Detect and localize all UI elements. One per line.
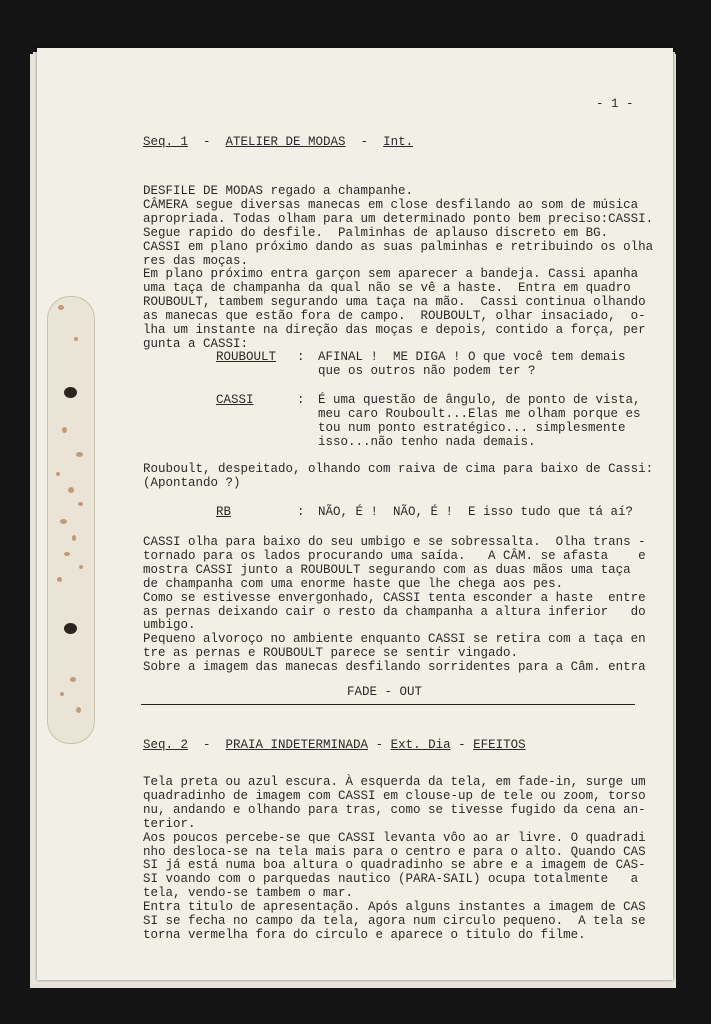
paragraph-4 — [143, 776, 646, 943]
dialog1-lines — [318, 351, 626, 379]
dialog2-lines — [318, 394, 641, 450]
para1-line: res das moças. — [143, 253, 249, 268]
dialog1-colon: : — [297, 350, 305, 364]
dialog2-speaker: CASSI — [216, 393, 254, 407]
para4-line: SI já está numa boa altura o quadradinho se abre e a imagem de CAS- — [143, 858, 646, 873]
para4-line: Aos poucos percebe-se que CASSI levanta vôo ao ar livre. O quadradi — [143, 830, 646, 845]
dialog1-line: AFINAL ! ME DIGA ! O que você tem demais — [318, 350, 626, 364]
fade-out-label: FADE - OUT — [347, 685, 423, 699]
para3-line: CASSI olha para baixo do seu umbigo e se sobressalta. Olha trans - — [143, 535, 646, 549]
dialog2-line: É uma questão de ângulo, de ponto de vista, — [318, 393, 641, 407]
seq2-title: PRAIA INDETERMINADA — [225, 738, 369, 752]
para1-line: as manecas que estão fora de campo. ROUBOULT, olhar insaciado, o- — [143, 309, 646, 324]
dialog2-line: meu caro Rouboult...Elas me olham porque es — [318, 406, 641, 421]
binding-hole-top — [64, 387, 77, 398]
para4-line: quadradinho de imagem com CASSI em clouse-up de tele ou zoom, torso — [143, 788, 646, 803]
seq1-number: Seq. 1 — [143, 135, 189, 149]
dialog2-line: tou num ponto estratégico... simplesmente — [318, 420, 626, 435]
para4-line: terior. — [143, 816, 196, 831]
paragraph-1 — [143, 185, 653, 352]
paragraph-3 — [143, 536, 646, 675]
dialog3-speaker: RB — [216, 505, 232, 519]
para1-line: Em plano próximo entra garçon sem aparecer a bandeja. Cassi apanha — [143, 267, 639, 282]
para3-line: mostra CASSI junto a ROUBOULT segurando com as duas mãos uma taça — [143, 562, 631, 577]
para3-line: tornado para os lados procurando uma saída. A CÂM. se afasta e — [143, 548, 646, 563]
seq2-type: Ext. Dia — [390, 738, 451, 752]
para4-line: SI se fecha no campo da tela, agora num circulo pequeno. A tela se — [143, 914, 646, 929]
dialog2-line: isso...não tenho nada demais. — [318, 434, 536, 449]
para3-line: Pequeno alvoroço no ambiente enquanto CASSI se retira com a taça en — [143, 632, 646, 647]
seq2-heading: Seq. 2 - PRAIA INDETERMINADA - Ext. Dia - EFEITOS — [143, 738, 526, 752]
para3-line: Sobre a imagem das manecas desfilando sorridentes para a Câm. entra — [143, 660, 646, 675]
para2-line: Rouboult, despeitado, olhando com raiva de cima para baixo de Cassi: — [143, 462, 654, 476]
seq2-number: Seq. 2 — [143, 738, 189, 752]
para4-line: Tela preta ou azul escura. À esquerda da tela, em fade-in, surge um — [143, 775, 646, 789]
para1-line: ROUBOULT, tambem segurando uma taça na mão. Cassi continua olhando — [143, 295, 646, 310]
para1-line: uma taça de champanha da qual não se vê a haste. Entra em quadro — [143, 281, 631, 296]
para3-line: Como se estivesse envergonhado, CASSI tenta esconder a haste entre — [143, 590, 646, 605]
dialog2-colon: : — [297, 393, 305, 407]
para4-line: nu, andando e olhando para tras, como se tivesse fugido da cena an- — [143, 802, 646, 817]
seq1-type: Int. — [383, 135, 414, 149]
binding-strip — [47, 296, 95, 744]
dialog3-line: NÃO, É ! NÃO, É ! E isso tudo que tá aí? — [318, 505, 634, 519]
para1-line: apropriada. Todas olham para um determinado ponto bem preciso:CASSI. — [143, 211, 654, 226]
para4-line: Entra titulo de apresentação. Após alguns instantes a imagem de CAS — [143, 900, 646, 915]
page-number: - 1 - — [596, 97, 634, 111]
seq1-heading: Seq. 1 - ATELIER DE MODAS - Int. — [143, 135, 414, 149]
para2-line: (Apontando ?) — [143, 475, 241, 490]
para4-line: SI voando com o parquedas nautico (PARA-SAIL) ocupa totalmente a — [143, 872, 639, 887]
dialog1-line: que os outros não podem ter ? — [318, 363, 536, 378]
para3-line: de champanha com uma enorme haste que lhe chega aos pes. — [143, 576, 564, 591]
para1-line: Segue rapido do desfile. Palminhas de aplauso discreto em BG. — [143, 225, 609, 240]
para4-line: nho desloca-se na tela mais para o centro e para o alto. Quando CAS — [143, 844, 646, 859]
dialog3-colon: : — [297, 505, 305, 519]
para3-line: umbigo. — [143, 618, 196, 633]
para1-line: DESFILE DE MODAS regado a champanhe. — [143, 184, 414, 198]
seq2-effects: EFEITOS — [473, 738, 526, 752]
binding-hole-bottom — [64, 623, 77, 634]
para1-line: lha um instante na direção das moças e depois, contido a força, per — [143, 323, 646, 338]
para4-line: tela, vendo-se tambem o mar. — [143, 886, 354, 901]
divider-rule — [141, 704, 635, 705]
seq1-title: ATELIER DE MODAS — [225, 135, 346, 149]
para3-line: tre as pernas e ROUBOULT parece se sentir vingado. — [143, 646, 519, 661]
para3-line: as pernas deixando cair o resto da champanha a altura inferior do — [143, 604, 646, 619]
para1-line: CASSI em plano próximo dando as suas palminhas e retribuindo os olha — [143, 239, 654, 254]
para1-line: gunta a CASSI: — [143, 336, 249, 351]
dialog3-lines — [318, 506, 633, 520]
para1-line: CÂMERA segue diversas manecas em close desfilando ao som de música — [143, 197, 639, 212]
paragraph-2 — [143, 463, 653, 491]
dialog1-speaker: ROUBOULT — [216, 350, 277, 364]
para4-line: torna vermelha fora do circulo e aparece o titulo do filme. — [143, 927, 586, 942]
